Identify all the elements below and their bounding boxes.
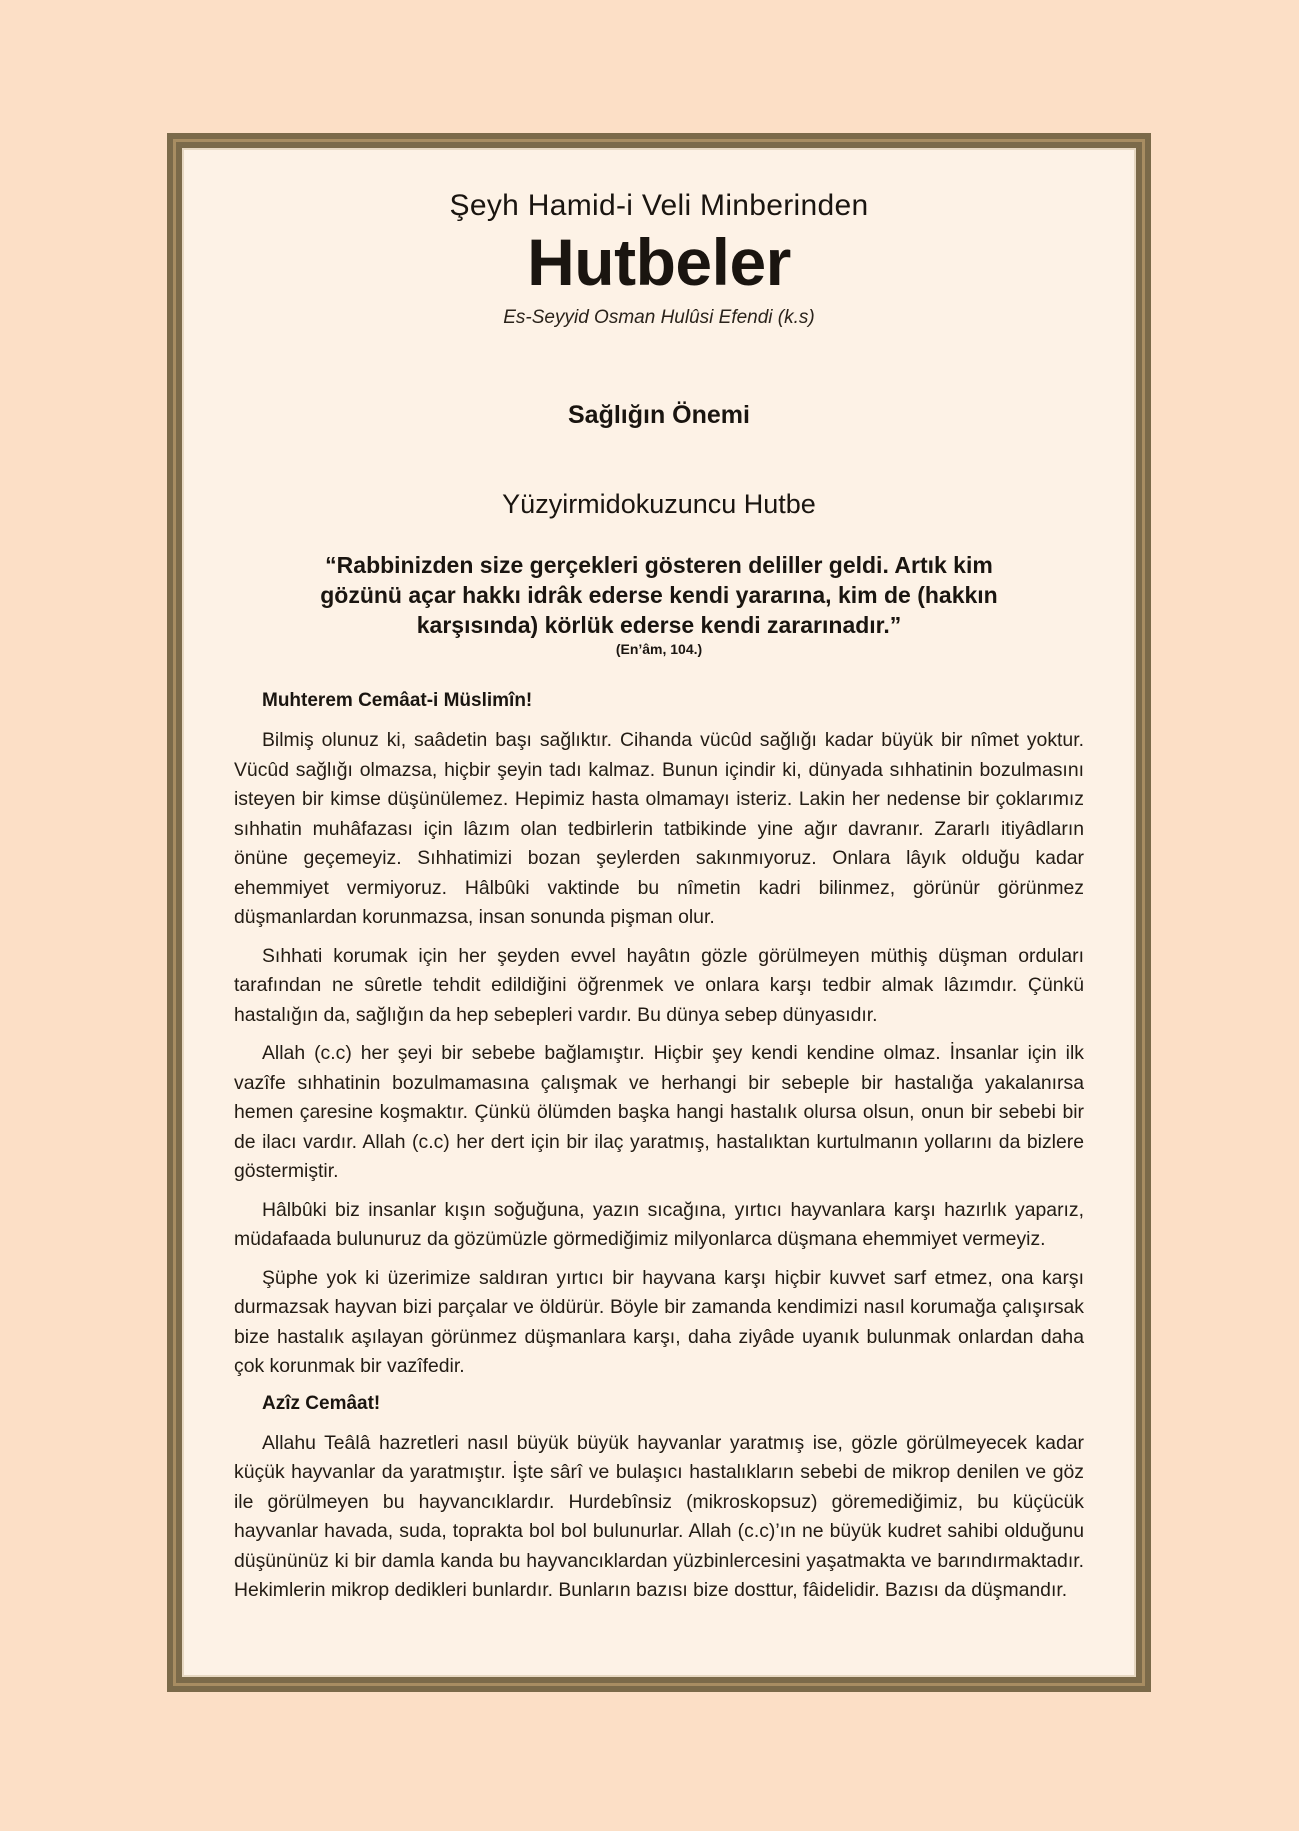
frame-border-inner xyxy=(176,142,1142,1683)
body-paragraph: Sıhhati korumak için her şeyden evvel hayâtın gözle görülmeyen müthiş düşman orduları tarafından ne sûretle tehdit edildiğini öğrenmek ve onlara karşı tedbir almak lâzımdır. Çünkü hastalığın da, sağlığın da hep sebepleri vardır. Bu dünya sebep dünyasıdır. xyxy=(234,944,1084,1026)
sermon-body xyxy=(234,688,1084,1606)
book-title: Hutbeler xyxy=(527,225,791,299)
series-subtitle: Şeyh Hamid-i Veli Minberinden xyxy=(449,189,869,222)
body-paragraph: Bilmiş olunuz ki, saâdetin başı sağlıktır. Cihanda vücûd sağlığı kadar büyük bir nîmet yoktur. Vücûd sağlığı olmazsa, hiçbir şeyin tadı kalmaz. Bunun içindir ki, dünyada sıhhatinin bozulmasını isteyen bir kimse düşünülemez. Hepimiz hasta olmamayı isteriz. Lakin her nedense bir çoklarımız sıhhatin muhâfazası için lâzım olan tedbirlerin tatbikinde yine ağır davranır. Zararlı itiyâdların önüne geçemeyiz. Sıhhatimizi bozan şeylerden sakınmıyoruz. Onlara lâyık olduğu kadar ehemmiyet vermiyoruz. Hâlbûki vaktinde bu nîmetin kadri bilinmez, görünür görünmez düşmanlardan korunmazsa, insan sonunda pişman olur. xyxy=(234,729,1084,928)
document-header xyxy=(234,188,1084,658)
sermon-number: Yüzyirmidokuzuncu Hutbe xyxy=(502,489,816,519)
greeting-heading: Azîz Cemâat! xyxy=(262,1392,381,1414)
body-paragraph: Şüphe yok ki üzerimize saldıran yırtıcı bir hayvana karşı hiçbir kuvvet sarf etmez, ona karşı durmazsak hayvan bizi parçalar ve öldürür. Böyle bir zamanda kendimizi nasıl korumağa çalışırsak bize hastalık aşılayan görünmez düşmanlara karşı, daha ziyâde uyanık bulunmak onlardan daha çok korunmak bir vazîfedir. xyxy=(234,1266,1084,1377)
author-line: Es-Seyyid Osman Hulûsi Efendi (k.s) xyxy=(503,307,815,328)
frame-border xyxy=(173,139,1145,1686)
verse-reference: (En’âm, 104.) xyxy=(615,641,703,657)
body-paragraph: Hâlbûki biz insanlar kışın soğuğuna, yazın sıcağına, yırtıcı hayvanlara karşı hazırlık yaparız, müdafaada bulunuruz da gözümüzle görmediğimiz milyonlarca düşmana ehemmiyet vermeyiz. xyxy=(234,1198,1084,1250)
body-paragraph: Allah (c.c) her şeyi bir sebebe bağlamıştır. Hiçbir şey kendi kendine olmaz. İnsanlar için ilk vazîfe sıhhatinin bozulmamasına çalışmak ve herhangi bir sebeple bir hastalığa yakalanırsa hemen çaresine koşmaktır. Çünkü ölümden başka hangi hastalık olursa olsun, onun bir sebebi bir de ilacı vardır. Allah (c.c) her dert için bir ilaç yaratmış, hastalıktan kurtulmanın yollarını da bizlere göstermiştir. xyxy=(234,1042,1084,1182)
verse-quote: “Rabbinizden size gerçekleri gösteren deliller geldi. Artık kim gözünü açar hakkı idrâk ederse kendi yararına, kim de (hakkın karşısında) körlük ederse kendi zararınadır.” xyxy=(320,552,998,638)
body-paragraph: Allahu Teâlâ hazretleri nasıl büyük büyük hayvanlar yaratmış ise, gözle görülmeyecek kadar küçük hayvanlar da yaratmıştır. İşte sârî ve bulaşıcı hastalıkların sebebi de mikrop denilen ve göz ile görülmeyen bu hayvancıklardır. Hurdebînsiz (mikroskopsuz) göremediğimiz, bu küçücük hayvanlar havada, suda, toprakta bol bol bulunurlar. Allah (c.c)’ın ne büyük kudret sahibi olduğunu düşününüz ki bir damla kanda bu hayvancıklardan yüzbinlercesini yaşatmakta ve barındırmaktadır. Hekimlerin mikrop dedikleri bunlardır. Bunların bazısı bize dosttur, fâidelidir. Bazısı da düşmandır. xyxy=(234,1431,1084,1601)
greeting-heading: Muhterem Cemâat-i Müslimîn! xyxy=(262,690,533,711)
document-page xyxy=(182,148,1136,1677)
page-frame xyxy=(167,133,1151,1692)
sermon-title: Sağlığın Önemi xyxy=(568,401,750,429)
